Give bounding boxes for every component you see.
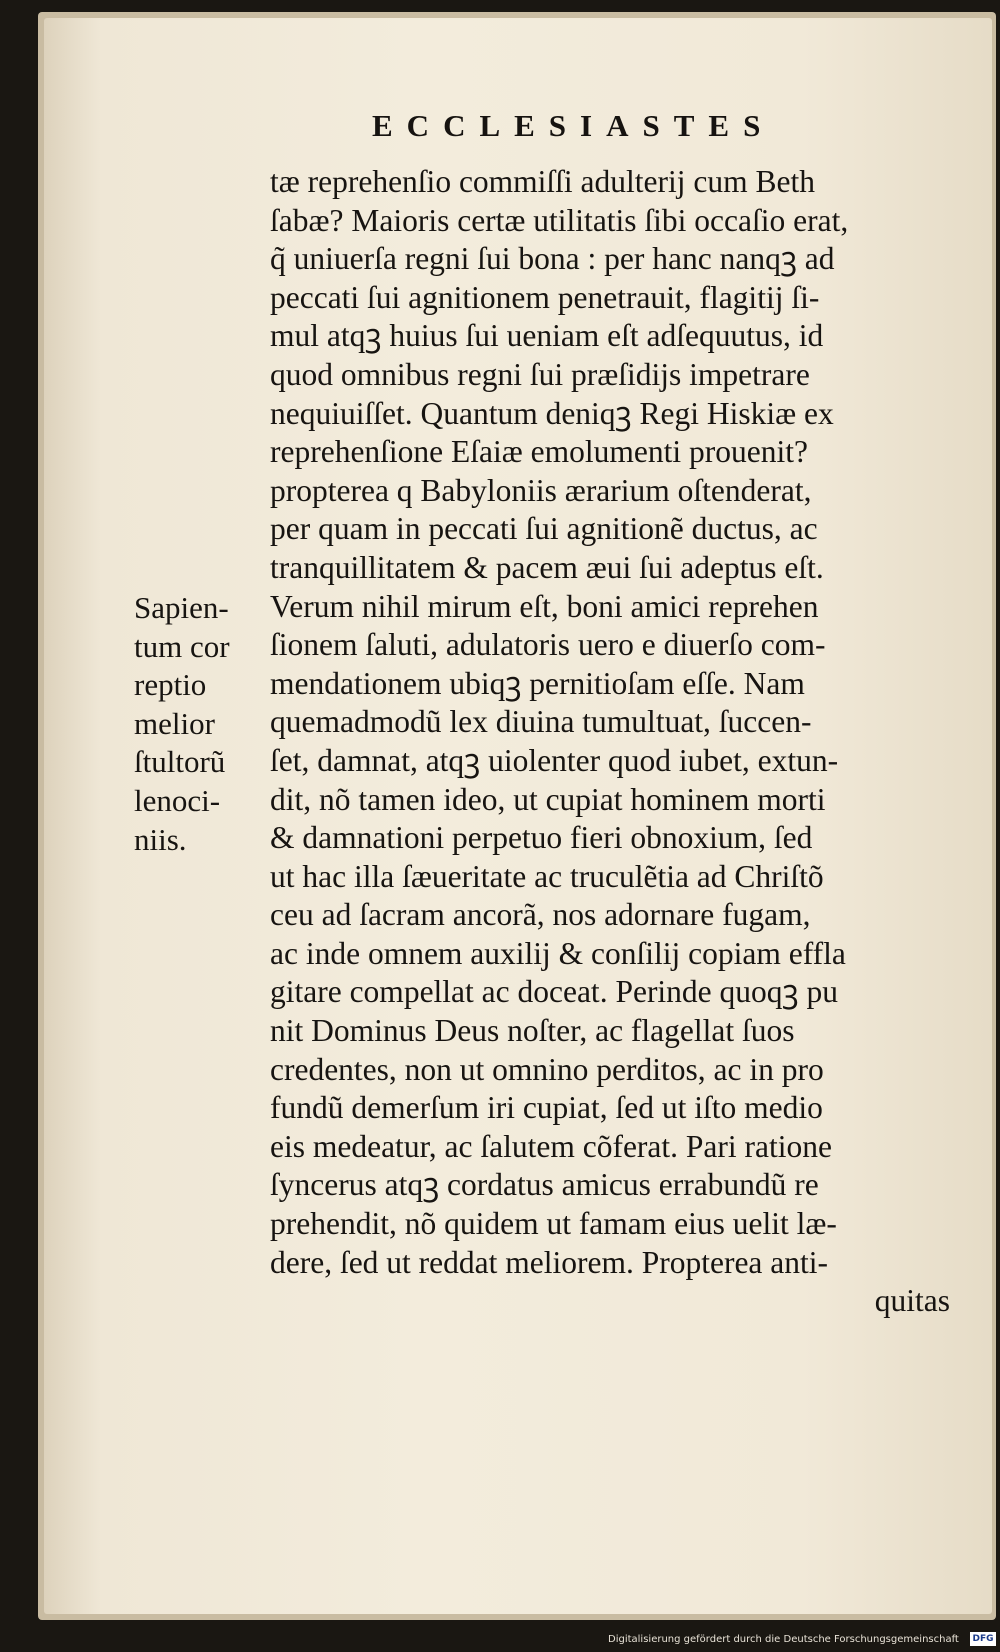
dfg-logo: DFG [970, 1632, 996, 1646]
text-line: ceu ad ſacram ancorã, nos adornare fugam, [270, 897, 811, 933]
marginal-note-line: Sapien- [134, 590, 229, 625]
text-line: dere, ſed ut reddat meliorem. Propterea anti- [270, 1244, 829, 1280]
text-line: prehendit, nõ quidem ut famam eius uelit læ- [270, 1206, 837, 1242]
body-text [270, 163, 950, 1321]
text-line: per quam in peccati ſui agnitionẽ ductus, ac [270, 511, 818, 547]
marginal-note [134, 589, 264, 859]
text-line: Verum nihil mirum eſt, boni amici reprehen [270, 588, 819, 624]
marginal-note-line: tum cor [134, 628, 230, 664]
text-line: mul atqꝫ huius ſui ueniam eſt adſequutus, id [270, 318, 824, 354]
text-line: ac inde omnem auxilij & conſilij copiam effla [270, 935, 846, 971]
text-line: ut hac illa ſæueritate ac truculẽtia ad Chriſtõ [270, 858, 824, 894]
running-head: ECCLESIASTES [372, 108, 775, 143]
text-line: eis medeatur, ac ſalutem cõferat. Pari ratione [270, 1128, 832, 1164]
text-line: ſet, damnat, atqꝫ uiolenter quod iubet, extun- [270, 742, 839, 778]
digitization-credit: Digitalisierung gefördert durch die Deutsche Forschungsgemeinschaft [608, 1634, 959, 1645]
text-line: tranquillitatem & pacem æui ſui adeptus eſt. [270, 549, 824, 585]
text-line: dit, nõ tamen ideo, ut cupiat hominem morti [270, 781, 826, 817]
text-line: tæ reprehenſio commiſſi adulterij cum Beth [270, 164, 815, 199]
text-line: ſionem ſaluti, adulatoris uero e diuerſo com- [270, 627, 826, 663]
text-line: gitare compellat ac doceat. Perinde quoqꝫ pu [270, 974, 839, 1010]
marginal-note-line: melior [134, 705, 215, 741]
text-line: quod omnibus regni ſui præſidijs impetrare [270, 356, 810, 392]
text-line: quemadmodũ lex diuina tumultuat, ſuccen- [270, 704, 812, 740]
text-line: peccati ſui agnitionem penetrauit, flagitij ſi- [270, 279, 820, 315]
marginal-note-line: lenoci- [134, 782, 221, 818]
catchword: quitas [874, 1283, 950, 1319]
text-line: & damnationi perpetuo fieri obnoxium, ſed [270, 820, 813, 856]
text-line: q̃ uniuerſa regni ſui bona : per hanc nanqꝫ ad [270, 241, 835, 277]
text-line: nit Dominus Deus noſter, ac flagellat ſuos [270, 1013, 795, 1049]
marginal-note-line: niis. [134, 821, 187, 857]
text-line: ſyncerus atqꝫ cordatus amicus errabundũ re [270, 1167, 819, 1203]
marginal-note-line: ſtultorũ [134, 744, 226, 780]
text-line: mendationem ubiqꝫ pernitioſam eſſe. Nam [270, 665, 805, 701]
text-line: propterea q Babyloniis ærarium oſtenderat, [270, 472, 812, 508]
text-line: credentes, non ut omnino perditos, ac in pro [270, 1051, 824, 1087]
text-line: reprehenſione Eſaiæ emolumenti prouenit? [270, 434, 808, 470]
marginal-note-line: reptio [134, 667, 207, 703]
text-line: fundũ demerſum iri cupiat, ſed ut iſto medio [270, 1090, 823, 1126]
text-line: nequiuiſſet. Quantum deniqꝫ Regi Hiskiæ ex [270, 395, 834, 431]
text-line: ſabæ? Maioris certæ utilitatis ſibi occaſio erat, [270, 202, 849, 238]
